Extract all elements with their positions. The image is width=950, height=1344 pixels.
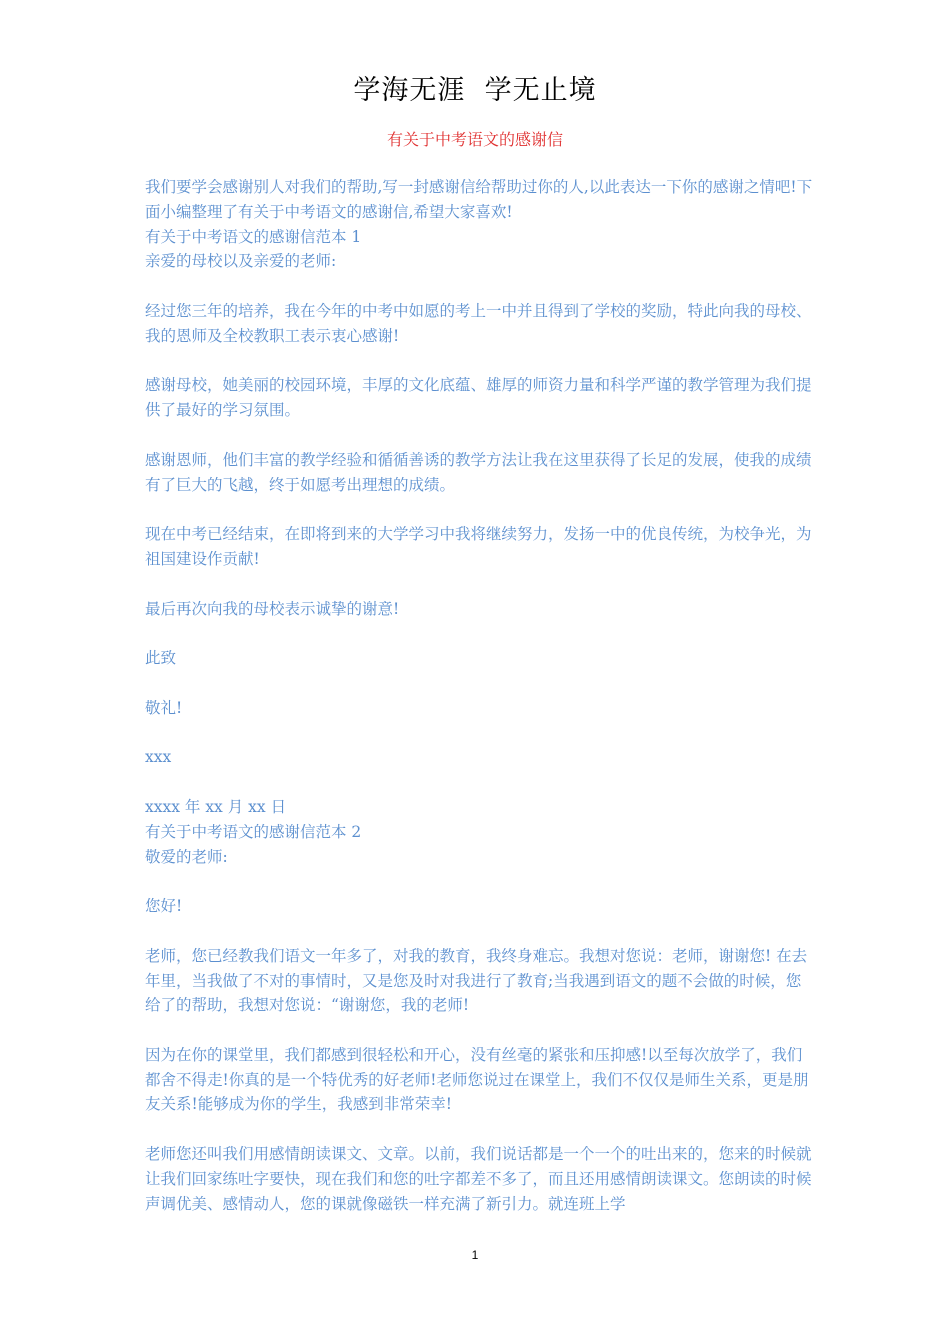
paragraph: 亲爱的母校以及亲爱的老师:: [145, 252, 337, 271]
paragraph: 我们要学会感谢别人对我们的帮助,写一封感谢信给帮助过你的人,以此表达一下你的感谢之情吧!下面小编整理了有关于中考语文的感谢信,希望大家喜欢!: [145, 178, 813, 221]
paragraph: 因为在你的课堂里，我们都感到很轻松和开心，没有丝毫的紧张和压抑感!以至每次放学了，我们都舍不得走!你真的是一个特优秀的好老师!老师您说过在课堂上，我们不仅仅是师生关系，更是朋友关系!能够成为你的学生，我感到非常荣幸!: [145, 1045, 809, 1114]
blank-line: [145, 572, 815, 597]
blank-line: [145, 770, 815, 795]
document-body: [145, 175, 815, 1216]
paragraph: 最后再次向我的母校表示诚挚的谢意!: [145, 599, 400, 618]
paragraph: 您好!: [145, 897, 183, 916]
blank-line: [145, 621, 815, 646]
paragraph: 有关于中考语文的感谢信范本 1: [145, 227, 362, 246]
blank-line: [145, 274, 815, 299]
header-title: 学海无涯 学无止境: [353, 75, 597, 106]
document-title: 有关于中考语文的感谢信: [386, 130, 563, 149]
page-number: 1: [471, 1248, 479, 1262]
blank-line: [145, 423, 815, 448]
blank-line: [145, 1018, 815, 1043]
blank-line: [145, 671, 815, 696]
paragraph: 敬礼!: [145, 698, 183, 717]
blank-line: [145, 497, 815, 522]
paragraph: xxxx 年 xx 月 xx 日: [145, 797, 287, 816]
blank-line: [145, 919, 815, 944]
paragraph: xxx: [145, 748, 172, 767]
blank-line: [145, 349, 815, 374]
paragraph: 此致: [145, 649, 177, 668]
blank-line: [145, 1117, 815, 1142]
paragraph: 现在中考已经结束，在即将到来的大学学习中我将继续努力，发扬一中的优良传统，为校争光，为祖国建设作贡献!: [145, 525, 812, 568]
paragraph: 感谢恩师，他们丰富的教学经验和循循善诱的教学方法让我在这里获得了长足的发展，使我的成绩有了巨大的飞越，终于如愿考出理想的成绩。: [145, 450, 812, 494]
paragraph: 敬爱的老师:: [145, 847, 228, 866]
paragraph: 老师您还叫我们用感情朗读课文、文章。以前，我们说话都是一个一个的吐出来的，您来的时候就让我们回家练吐字要快，现在我们和您的吐字都差不多了，而且还用感情朗读课文。您朗读的时候声调优美、感情动人，您的课就像磁铁一样充满了新引力。就连班上学: [145, 1145, 812, 1213]
blank-line: [145, 869, 815, 894]
blank-line: [145, 721, 815, 746]
paragraph: 感谢母校，她美丽的校园环境，丰厚的文化底蕴、雄厚的师资力量和科学严谨的教学管理为我们提供了最好的学习氛围。: [145, 376, 812, 420]
paragraph: 有关于中考语文的感谢信范本 2: [145, 822, 362, 841]
paragraph: 经过您三年的培养，我在今年的中考中如愿的考上一中并且得到了学校的奖励，特此向我的母校、我的恩师及全校教职工表示衷心感谢!: [145, 301, 812, 345]
paragraph: 老师，您已经教我们语文一年多了，对我的教育，我终身难忘。我想对您说：老师，谢谢您! 在去年里，当我做了不对的事情时，又是您及时对我进行了教育;当我遇到语文的题不会做的时候，您给了的帮助，我想对您说：“谢谢您，我的老师!: [145, 946, 808, 1015]
